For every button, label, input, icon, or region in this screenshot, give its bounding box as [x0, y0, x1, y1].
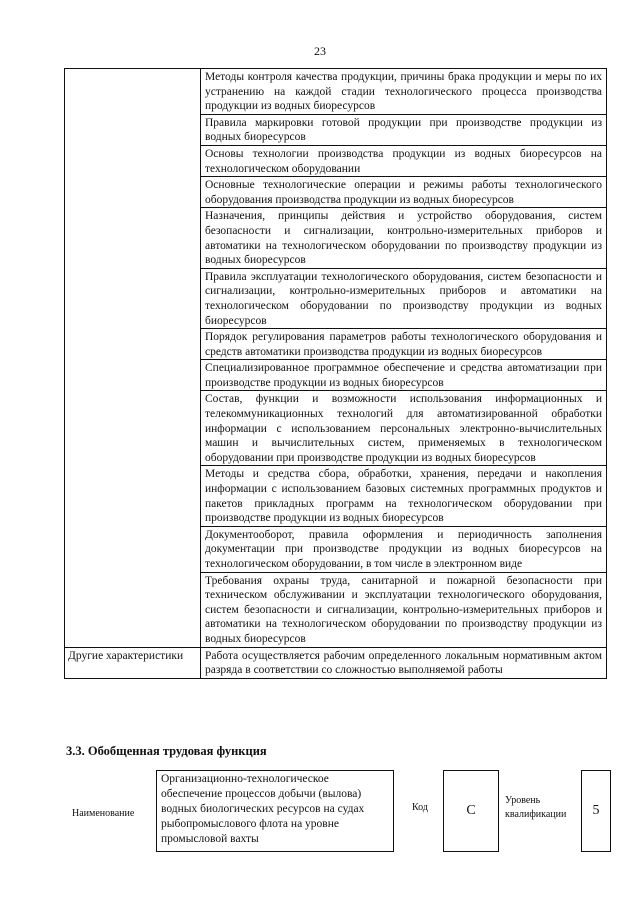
knowledge-item: Правила маркировки готовой продукции при производстве продукции из водных биоресурсов: [201, 114, 607, 145]
knowledge-row: [65, 69, 607, 115]
other-characteristics-label: Другие характеристики: [65, 647, 201, 678]
knowledge-item: Требования охраны труда, санитарной и пожарной безопасности при техническом обслуживании и эксплуатации технологического оборудования, систем безопасности и сигнализации, контрольно-измерительных приборов и автоматики на технологическом оборудовании по производству продукции из водных биоресурсов: [201, 572, 607, 647]
other-characteristics-text: Работа осуществляется рабочим определенного локальным нормативным актом разряда в соответствии со сложностью выполняемой работы: [201, 647, 607, 678]
knowledge-item: Порядок регулирования параметров работы технологического оборудования и средств автоматики производства продукции из водных биоресурсов: [201, 329, 607, 360]
knowledge-item: Методы и средства сбора, обработки, хранения, передачи и накопления информации с использованием базовых системных программных продуктов и пакетов прикладных программ на технологическом оборудовании при производстве продукции из водных биоресурсов: [201, 466, 607, 526]
knowledge-item: Специализированное программное обеспечение и средства автоматизации при производстве продукции из водных биоресурсов: [201, 360, 607, 391]
code-value-box: C: [443, 770, 499, 852]
knowledge-item: Основные технологические операции и режимы работы технологического оборудования производства продукции из водных биоресурсов: [201, 177, 607, 208]
knowledge-item: Основы технологии производства продукции из водных биоресурсов на технологическом оборудовании: [201, 145, 607, 176]
qualification-level-box: 5: [581, 770, 611, 852]
knowledge-item: Правила эксплуатации технологического оборудования, систем безопасности и сигнализации, контрольно-измерительных приборов и автоматики на технологическом оборудовании по производству продукции из водных биоресурсов: [201, 268, 607, 328]
section-heading: 3.3. Обобщенная трудовая функция: [66, 744, 267, 758]
knowledge-item: Назначения, принципы действия и устройство оборудования, систем безопасности и сигнализации, контрольно-измерительных приборов и автоматики на технологическом оборудовании по производству продукции из водных биоресурсов: [201, 208, 607, 268]
knowledge-item: Методы контроля качества продукции, причины брака продукции и меры по их устранению на каждой стадии технологического процесса производства продукции из водных биоресурсов: [201, 69, 607, 115]
generalized-function-row: [0, 768, 640, 858]
other-characteristics-row: [65, 647, 607, 678]
knowledge-table: [64, 68, 607, 679]
name-label: Наименование: [72, 808, 135, 819]
knowledge-item: Состав, функции и возможности использования информационных и телекоммуникационных технологий для автоматизированной обработки информации с использованием персональных электронно-вычислительных машин и вычислительных систем, применяемых в технологическом оборудовании при производстве продукции из водных биоресурсов: [201, 391, 607, 466]
name-value-box: Организационно-технологическое обеспечение процессов добычи (вылова) водных биологических ресурсов на судах рыбопромыслового флота на уровне промысловой вахты: [156, 770, 394, 852]
knowledge-label-cell: [65, 69, 201, 648]
knowledge-item: Документооборот, правила оформления и периодичность заполнения документации при производстве продукции из водных биоресурсов на технологическом оборудовании, в том числе в электронном виде: [201, 526, 607, 572]
knowledge-table-body: [65, 69, 607, 679]
qualification-level-label: Уровень квалификации: [505, 795, 567, 820]
page-number: 23: [314, 44, 326, 58]
code-label: Код: [412, 802, 428, 813]
